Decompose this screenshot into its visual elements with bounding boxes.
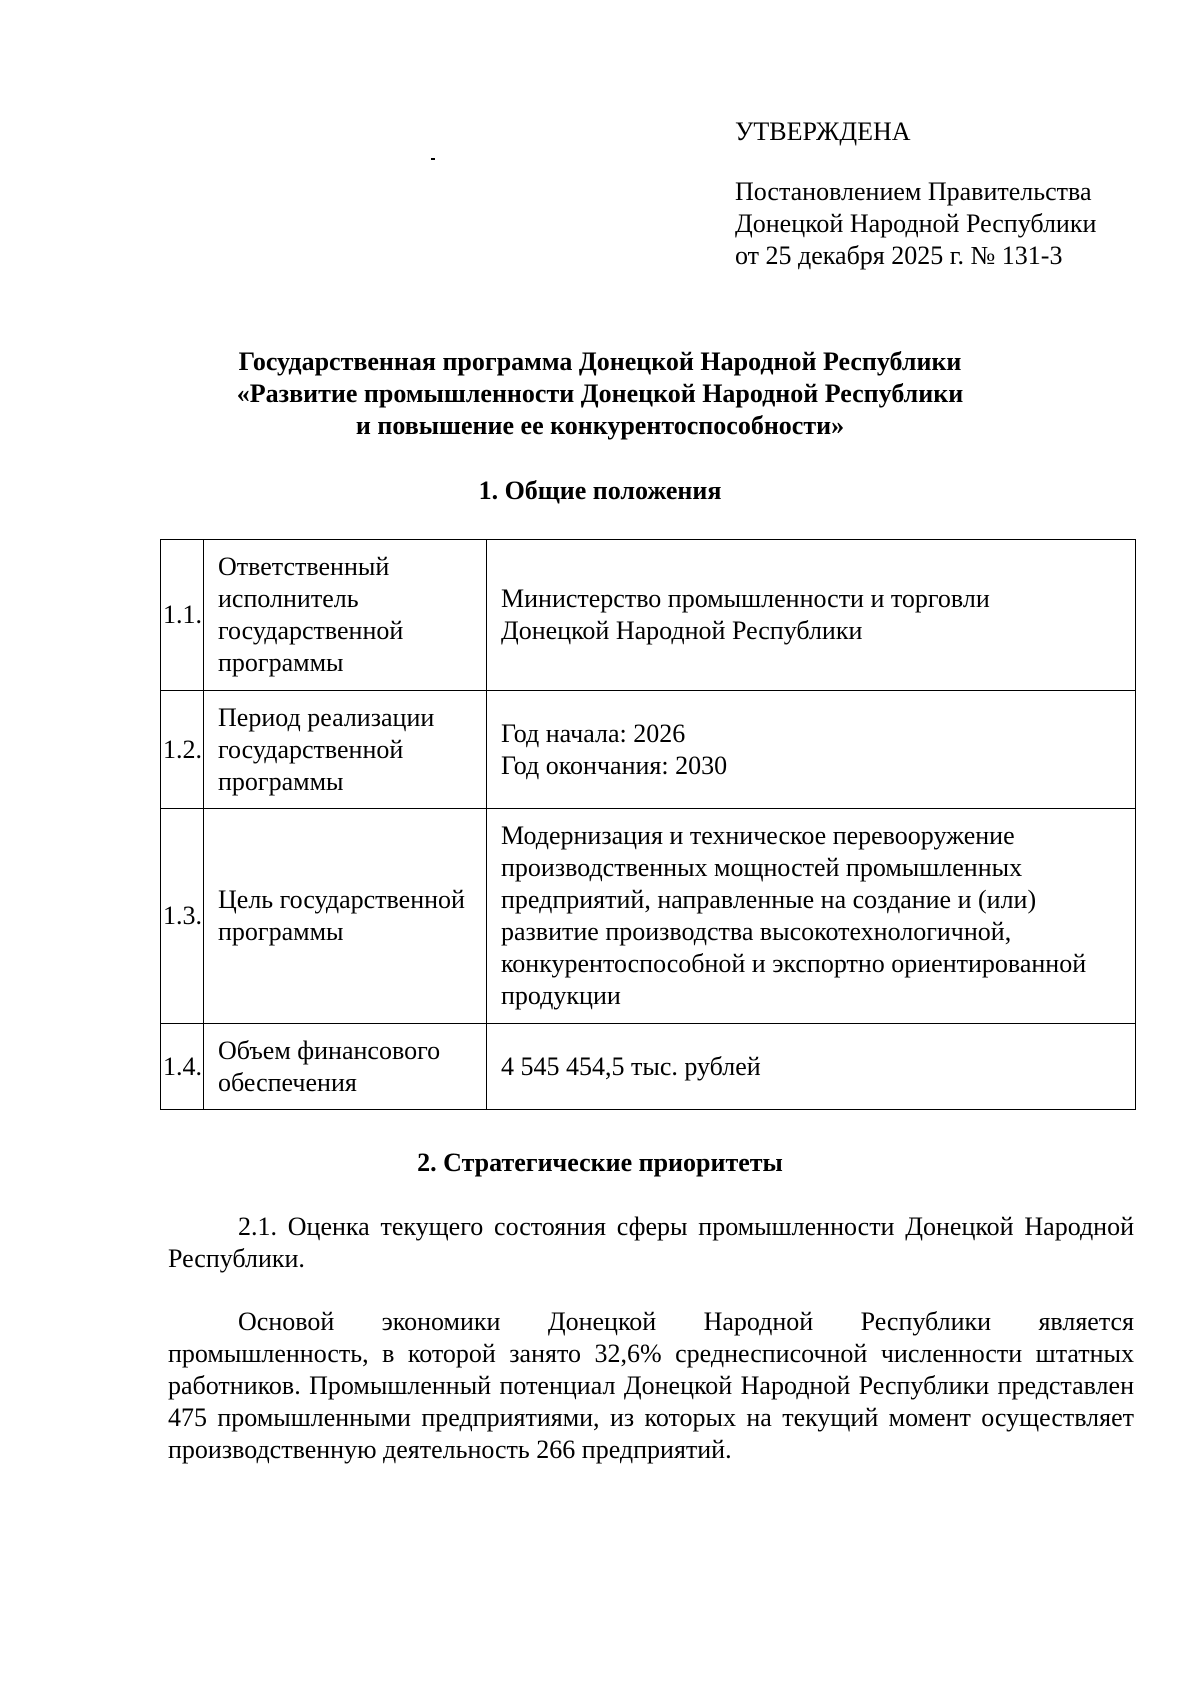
paragraph-2-1: 2.1. Оценка текущего состояния сферы промышленности Донецкой Народной Республики. (168, 1212, 1134, 1273)
row-number: 1.2. (161, 691, 204, 809)
row-number: 1.1. (161, 540, 204, 691)
row-value-line: Министерство промышленности и торговли (501, 584, 990, 613)
row-number: 1.4. (161, 1024, 204, 1110)
row-value-line: Модернизация и техническое перевооружение производственных мощностей промышленных предприятий, направленные на создание и (или) развитие производства высокотехнологичной, конкурентоспособной и экспортно ориентированной продукции (501, 821, 1087, 1010)
general-provisions-table (160, 539, 1136, 1110)
section-2-heading: 2. Стратегические приоритеты (417, 1148, 783, 1177)
row-label: Цель государственной программы (204, 809, 487, 1024)
approval-date-line: от 25 декабря 2025 г. № 131-3 (735, 241, 1063, 270)
row-label: Ответственный исполнитель государственной программы (204, 540, 487, 691)
approval-decree-line: Постановлением Правительства (735, 177, 1092, 206)
row-value-line: Донецкой Народной Республики (501, 616, 863, 645)
table-row (161, 809, 1136, 1024)
approval-stamp-block (735, 116, 1096, 272)
row-label: Объем финансового обеспечения (204, 1024, 487, 1110)
paragraph-industry-overview: Основой экономики Донецкой Народной Республики является промышленность, в которой занято 32,6% среднесписочной численности штатных работников. Промышленный потенциал Донецкой Народной Республики представлен 475 промышленными предприятиями, из которых на текущий момент осуществляет производственную деятельность 266 предприятий. (168, 1307, 1134, 1464)
table-row (161, 1024, 1136, 1110)
program-title (0, 346, 1200, 442)
program-title-line-2: «Развитие промышленности Донецкой Народной Республики (236, 379, 964, 408)
row-value (487, 809, 1136, 1024)
row-value (487, 691, 1136, 809)
row-value (487, 1024, 1136, 1110)
row-number: 1.3. (161, 809, 204, 1024)
row-value-line: Год начала: 2026 (501, 718, 686, 748)
approval-title: УТВЕРЖДЕНА (735, 117, 911, 146)
row-value-line: Год окончания: 2030 (501, 750, 728, 780)
row-label: Период реализации государственной программы (204, 691, 487, 809)
program-title-line-3: и повышение ее конкурентоспособности» (355, 411, 845, 440)
scan-artifact-mark (431, 158, 435, 160)
table-row (161, 691, 1136, 809)
row-value (487, 540, 1136, 691)
approval-government-line: Донецкой Народной Республики (735, 209, 1097, 238)
table-row (161, 540, 1136, 691)
section-1-heading: 1. Общие положения (478, 476, 722, 505)
row-value-line: 4 545 454,5 тыс. рублей (501, 1051, 761, 1081)
program-title-line-1: Государственная программа Донецкой Народной Республики (238, 347, 962, 376)
